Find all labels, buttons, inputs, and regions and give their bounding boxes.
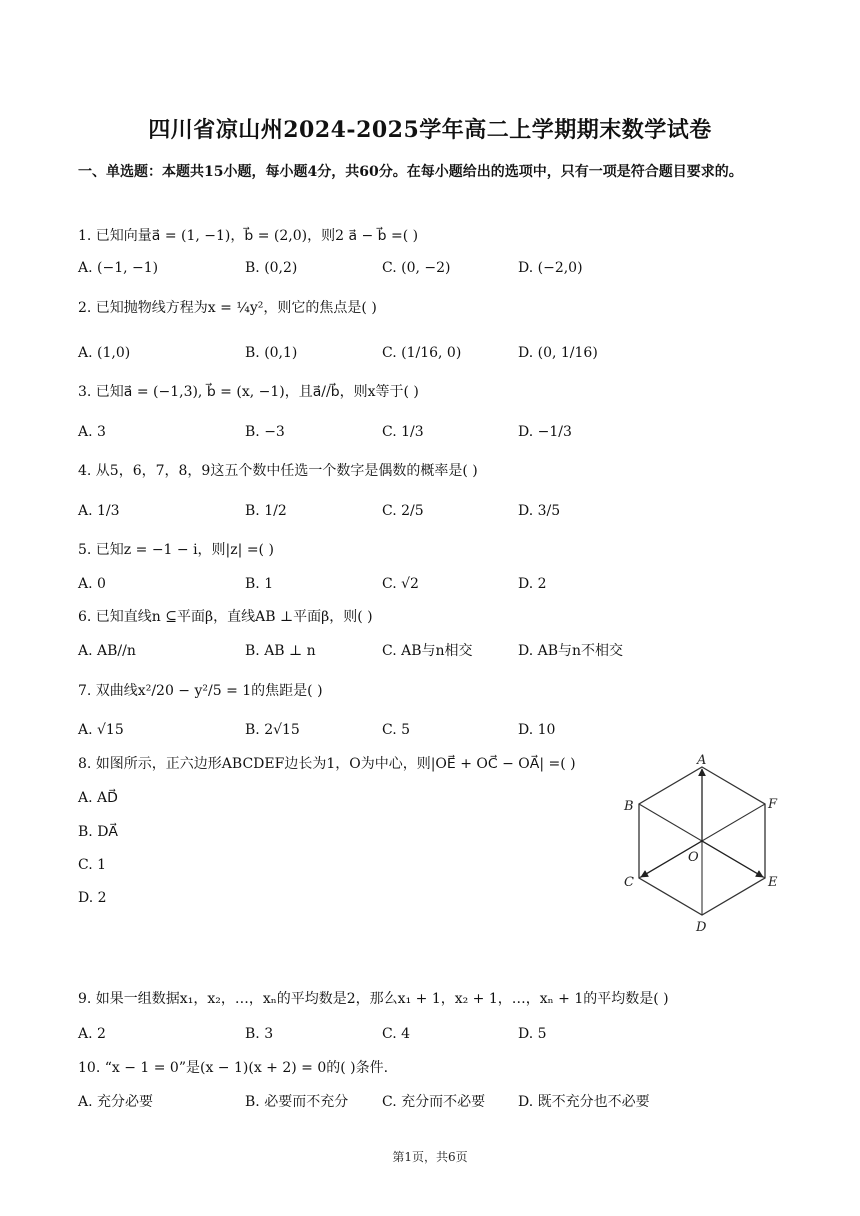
option-a: A. √15 [78, 722, 124, 738]
option-b: B. (0,2) [245, 260, 298, 276]
option-d: D. −1/3 [518, 424, 572, 440]
page-title: 四川省凉山州2024-2025学年高二上学期期末数学试卷 [148, 117, 712, 143]
option-b: B. AB ⊥ n [245, 643, 316, 659]
option-c: C. 充分而不必要 [382, 1094, 486, 1110]
question-5-options [78, 574, 778, 596]
vertex-label-e: E [768, 875, 778, 890]
option-b: B. (0,1) [245, 345, 298, 361]
hexagon-figure [612, 750, 792, 940]
question-9-stem: 9. 如果一组数据x₁，x₂，…，xₙ的平均数是2，那么x₁ + 1，x₂ + 1，…，xₙ + 1的平均数是( ) [78, 991, 669, 1007]
option-b: B. DA⃗ [78, 824, 118, 840]
vertex-label-a: A [697, 753, 707, 768]
option-c: C. AB与n相交 [382, 643, 473, 659]
option-a: A. (1,0) [78, 345, 131, 361]
option-b: B. 3 [245, 1026, 274, 1042]
option-d: D. 5 [518, 1026, 547, 1042]
option-a: A. AD⃗ [78, 790, 118, 806]
vertex-label-b: B [624, 799, 634, 814]
question-3-options [78, 422, 778, 444]
question-5-stem: 5. 已知z = −1 − i，则|z| =( ) [78, 542, 274, 558]
option-b: B. 必要而不充分 [245, 1094, 349, 1110]
option-b: B. 1/2 [245, 503, 287, 519]
option-d: D. 3/5 [518, 503, 561, 519]
option-c: C. 2/5 [382, 503, 424, 519]
option-c: C. 5 [382, 722, 411, 738]
option-b: B. 2√15 [245, 722, 300, 738]
option-a: A. 3 [78, 424, 106, 440]
vertex-label-c: C [624, 875, 634, 890]
question-10-stem: 10. “x − 1 = 0”是(x − 1)(x + 2) = 0的( )条件. [78, 1060, 389, 1076]
question-6-options [78, 641, 778, 663]
question-9-options [78, 1024, 778, 1046]
option-d: D. 10 [518, 722, 556, 738]
option-d: D. 既不充分也不必要 [518, 1094, 650, 1110]
option-a: A. 2 [78, 1026, 106, 1042]
question-7-options [78, 720, 778, 742]
option-c: C. (1/16, 0) [382, 345, 462, 361]
option-a: A. AB//n [78, 643, 136, 659]
question-8-stem: 8. 如图所示，正六边形ABCDEF边长为1，O为中心，则|OE⃗ + OC⃗ − OA⃗| =( ) [78, 756, 576, 772]
option-d: D. (−2,0) [518, 260, 583, 276]
question-1-stem: 1. 已知向量a⃗ = (1, −1)，b⃗ = (2,0)，则2 a⃗ − b⃗ =( ) [78, 228, 419, 244]
option-c: C. 1 [78, 857, 107, 873]
option-d: D. AB与n不相交 [518, 643, 624, 659]
vertex-label-f: F [768, 797, 778, 812]
section-heading: 一、单选题：本题共15小题，每小题4分，共60分。在每小题给出的选项中，只有一项是符合题目要求的。 [78, 164, 743, 180]
question-2-stem: 2. 已知抛物线方程为x = ¼y²，则它的焦点是( ) [78, 300, 377, 316]
vertex-label-d: D [696, 920, 707, 935]
question-4-options [78, 501, 778, 523]
option-a: A. 1/3 [78, 503, 120, 519]
option-b: B. −3 [245, 424, 285, 440]
option-c: C. (0, −2) [382, 260, 451, 276]
option-b: B. 1 [245, 576, 274, 592]
question-3-stem: 3. 已知a⃗ = (−1,3), b⃗ = (x, −1)，且a⃗//b⃗，则x等于( ) [78, 384, 419, 400]
option-d: D. (0, 1/16) [518, 345, 598, 361]
question-2-options [78, 343, 778, 365]
option-d: D. 2 [518, 576, 547, 592]
option-c: C. √2 [382, 576, 419, 592]
question-4-stem: 4. 从5，6，7，8，9这五个数中任选一个数字是偶数的概率是( ) [78, 463, 478, 479]
question-7-stem: 7. 双曲线x²/20 − y²/5 = 1的焦距是( ) [78, 683, 323, 699]
option-a: A. (−1, −1) [78, 260, 159, 276]
option-c: C. 1/3 [382, 424, 424, 440]
option-a: A. 0 [78, 576, 106, 592]
center-label-o: O [688, 850, 699, 865]
question-10-options [78, 1092, 778, 1114]
option-c: C. 4 [382, 1026, 411, 1042]
question-6-stem: 6. 已知直线n ⊆平面β，直线AB ⊥平面β，则( ) [78, 609, 373, 625]
option-a: A. 充分必要 [78, 1094, 154, 1110]
page-footer: 第1页，共6页 [392, 1150, 468, 1164]
option-d: D. 2 [78, 890, 107, 906]
question-1-options [78, 258, 778, 280]
